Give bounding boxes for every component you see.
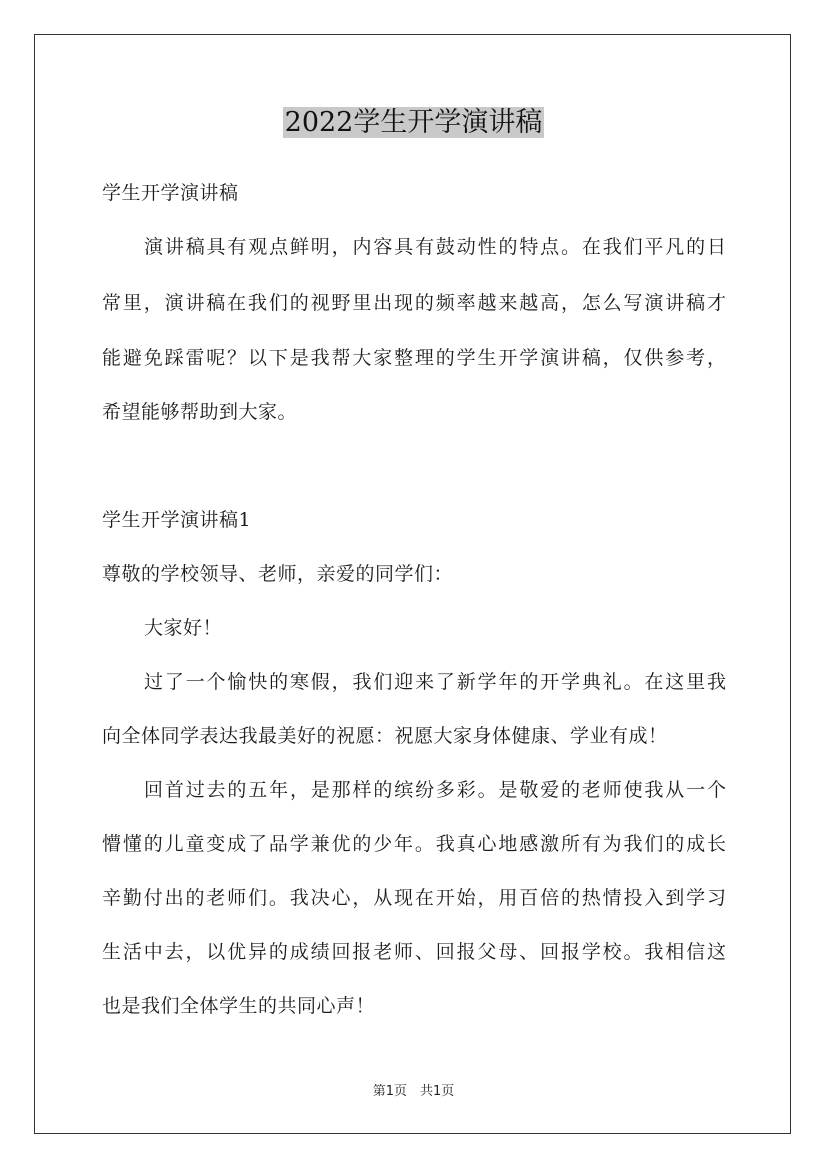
intro-heading: 学生开学演讲稿	[102, 182, 239, 204]
paragraph-line: 过了一个愉快的寒假，我们迎来了新学年的开学典礼。在这里我	[144, 671, 726, 693]
salutation: 尊敬的学校领导、老师，亲爱的同学们：	[102, 563, 454, 585]
section-heading: 学生开学演讲稿1	[102, 509, 252, 531]
page-footer: 第1页 共1页	[372, 1084, 455, 1099]
paragraph-line: 生活中去，以优异的成绩回报老师、回报父母、回报学校。我相信这	[102, 941, 726, 963]
paragraph-line: 辛勤付出的老师们。我决心，从现在开始，用百倍的热情投入到学习	[102, 887, 726, 909]
paragraph-line: 演讲稿具有观点鲜明，内容具有鼓动性的特点。在我们平凡的日	[144, 236, 726, 258]
greeting: 大家好！	[144, 617, 223, 639]
document-title-block	[0, 104, 827, 142]
document-title: 2022学生开学演讲稿	[284, 107, 543, 138]
paragraph-line: 常里，演讲稿在我们的视野里出现的频率越来越高，怎么写演讲稿才	[102, 292, 726, 314]
paragraph-line: 也是我们全体学生的共同心声！	[102, 995, 376, 1017]
paragraph-line: 懵懂的儿童变成了品学兼优的少年。我真心地感激所有为我们的成长	[102, 833, 726, 855]
paragraph-line: 回首过去的五年，是那样的缤纷多彩。是敬爱的老师使我从一个	[144, 779, 726, 801]
paragraph-line: 希望能够帮助到大家。	[102, 401, 298, 423]
paragraph-line: 能避免踩雷呢？以下是我帮大家整理的学生开学演讲稿，仅供参考，	[102, 347, 726, 369]
paragraph-line: 向全体同学表达我最美好的祝愿：祝愿大家身体健康、学业有成！	[102, 725, 668, 747]
